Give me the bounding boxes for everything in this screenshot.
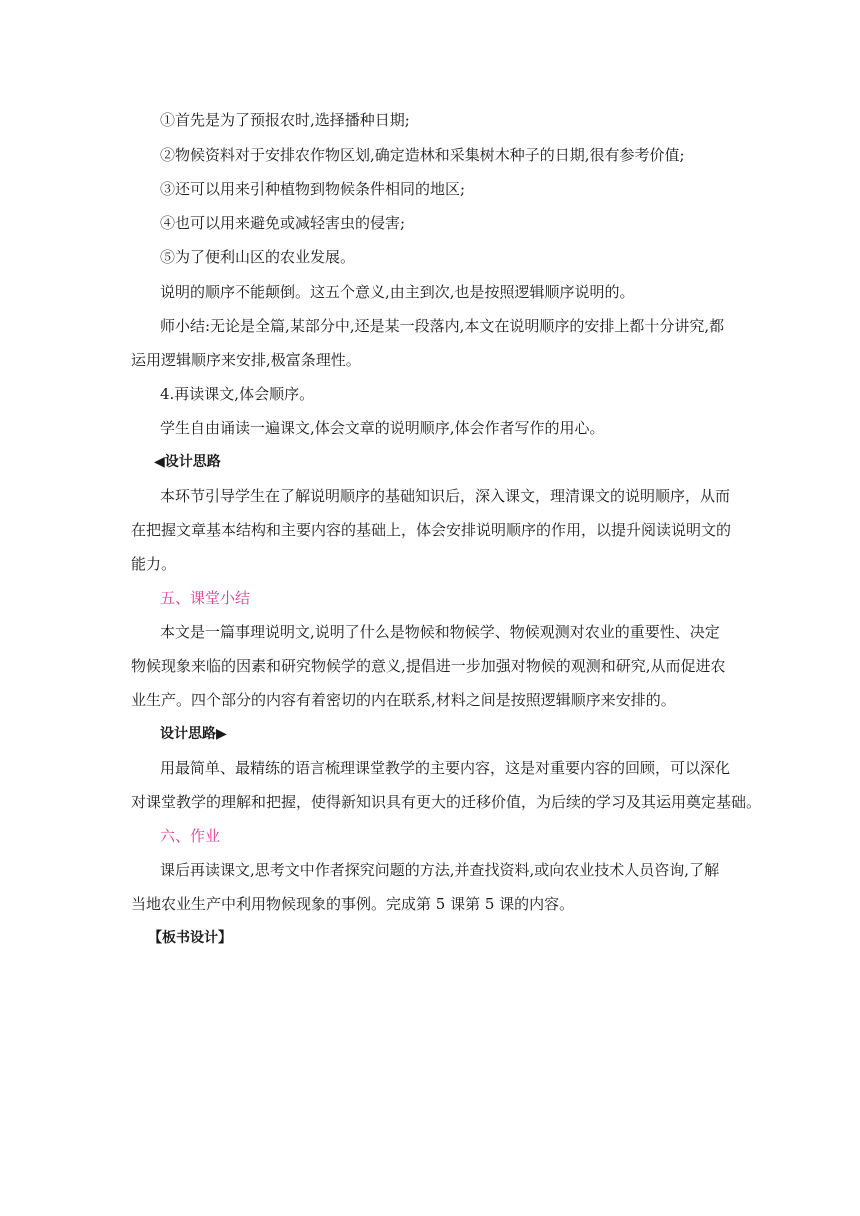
section-line: 业生产。四个部分的内容有着密切的内在联系,材料之间是按照逻辑顺序来安排的。 <box>131 691 676 709</box>
design-line: 在把握文章基本结构和主要内容的基础上，体会安排说明顺序的作用，以提升阅读说明文的 <box>131 521 732 539</box>
design-line: 对课堂教学的理解和把握，使得新知识具有更大的迁移价值，为后续的学习及其运用奠定基础。 <box>131 793 762 811</box>
list-item: ①首先是为了预报农时,选择播种日期; <box>160 111 410 129</box>
step-title: 4.再读课文,体会顺序。 <box>160 385 315 403</box>
section-line: 课后再读课文,思考文中作者探究问题的方法,并查找资料,或向农业技术人员咨询,了解 <box>160 861 720 879</box>
list-item: ③还可以用来引种植物到物候条件相同的地区; <box>160 180 466 198</box>
section-heading: 五、课堂小结 <box>160 589 251 607</box>
design-line: 用最简单、最精练的语言梳理课堂教学的主要内容，这是对重要内容的回顾，可以深化 <box>160 759 731 777</box>
section-line: 当地农业生产中利用物候现象的事例。完成第 5 课第 5 课的内容。 <box>131 895 575 913</box>
design-label: 设计思路▶ <box>160 726 227 742</box>
step-text: 学生自由诵读一遍课文,体会文章的说明顺序,体会作者写作的用心。 <box>160 419 605 437</box>
design-label: ◀设计思路 <box>154 454 221 470</box>
section-line: 物候现象来临的因素和研究物候学的意义,提倡进一步加强对物候的观测和研究,从而促进农 <box>131 657 726 675</box>
design-line: 能力。 <box>131 555 177 573</box>
list-item: ④也可以用来避免或减轻害虫的侵害; <box>160 214 406 232</box>
board-design-label: 【板书设计】 <box>148 930 232 946</box>
section-line: 本文是一篇事理说明文,说明了什么是物候和物候学、物候观测对农业的重要性、决定 <box>160 623 720 641</box>
summary-line: 运用逻辑顺序来安排,极富条理性。 <box>131 351 361 369</box>
list-item: ⑤为了便利山区的农业发展。 <box>160 248 356 266</box>
section-heading: 六、作业 <box>160 827 221 845</box>
design-line: 本环节引导学生在了解说明顺序的基础知识后，深入课文，理清课文的说明顺序，从而 <box>160 487 731 505</box>
order-note: 说明的顺序不能颠倒。这五个意义,由主到次,也是按照逻辑顺序说明的。 <box>160 283 635 301</box>
list-item: ②物候资料对于安排农作物区划,确定造林和采集树木种子的日期,很有参考价值; <box>160 146 685 164</box>
summary-line: 师小结:无论是全篇,某部分中,还是某一段落内,本文在说明顺序的安排上都十分讲究,都 <box>160 317 725 335</box>
